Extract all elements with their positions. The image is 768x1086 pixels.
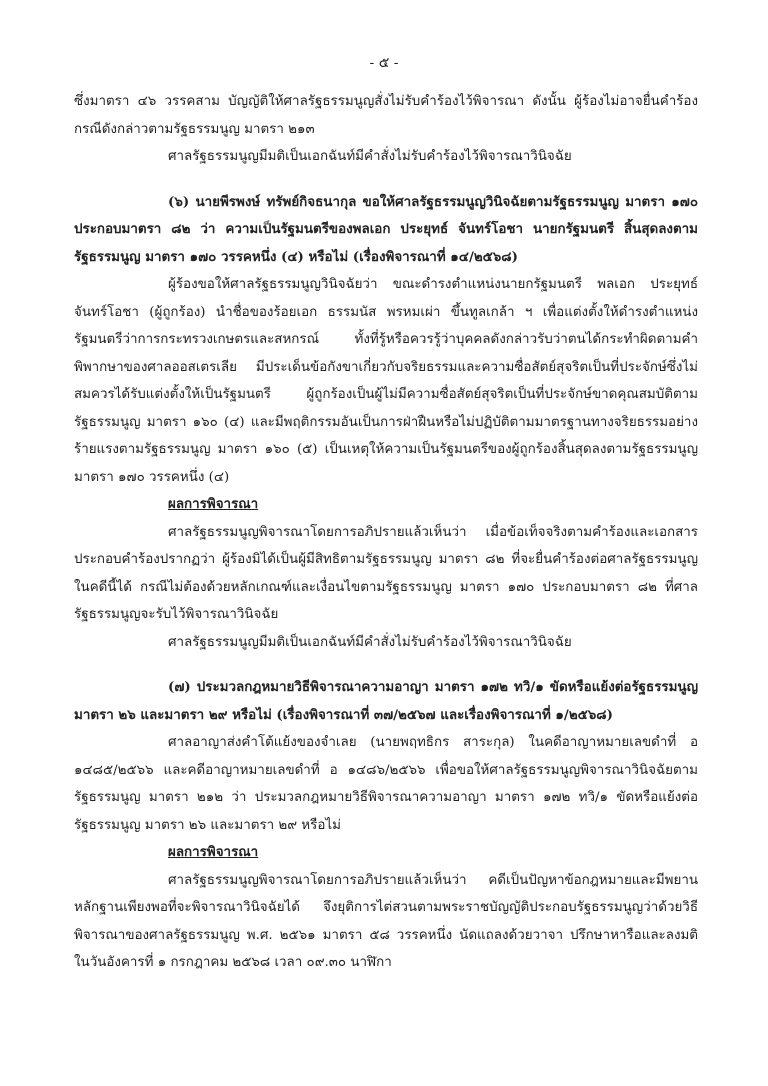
page-number: - ๕ - bbox=[369, 55, 399, 71]
section-6-title: (๖) นายพีรพงษ์ ทรัพย์กิจธนากุล ขอให้ศาลรัฐธรรมนูญวินิจฉัยตามรัฐธรรมนูญ มาตรา ๑๗๐ ประกอบมาตรา ๘๒ ว่า ความเป็นรัฐมนตรีของพลเอก ประยุทธ์ จันทร์โอชา นายกรัฐมนตรี สิ้นสุดลงตามรัฐธรรมนูญ มาตรา ๑๗๐ วรรคหนึ่ง (๔) หรือไม่ (เรื่องพิจารณาที่ ๑๔/๒๕๖๘) bbox=[74, 193, 698, 265]
section-6-result: ศาลรัฐธรรมนูญพิจารณาโดยการอภิปรายแล้วเห็นว่า เมื่อข้อเท็จจริงตามคำร้องและเอกสารประกอบคำร้องปรากฏว่า ผู้ร้องมิได้เป็นผู้มีสิทธิตามรัฐธรรมนูญ มาตรา ๘๒ ที่จะยื่นคำร้องต่อศาลรัฐธรรมนูญในคดีนี้ได้ กรณีไม่ต้องด้วยหลักเกณฑ์และเงื่อนไขตามรัฐธรรมนูญ มาตรา ๑๗๐ ประกอบมาตรา ๘๒ ที่ศาลรัฐธรรมนูญจะรับไว้พิจารณาวินิจฉัย bbox=[74, 524, 698, 622]
section-7-result: ศาลรัฐธรรมนูญพิจารณาโดยการอภิปรายแล้วเห็นว่า คดีเป็นปัญหาข้อกฎหมายและมีพยานหลักฐานเพียงพอที่จะพิจารณาวินิจฉัยได้ จึงยุติการไต่สวนตามพระราชบัญญัติประกอบรัฐธรรมนูญว่าด้วยวิธีพิจารณาของศาลรัฐธรรมนูญ พ.ศ. ๒๕๖๑ มาตรา ๕๘ วรรคหนึ่ง นัดแถลงด้วยวาจา ปรึกษาหารือและลงมติ ในวันอังคารที่ ๑ กรกฎาคม ๒๕๖๘ เวลา ๐๙.๓๐ นาฬิกา bbox=[74, 872, 698, 970]
section-6-body: ผู้ร้องขอให้ศาลรัฐธรรมนูญวินิจฉัยว่า ขณะดำรงตำแหน่งนายกรัฐมนตรี พลเอก ประยุทธ์ จันทร์โอชา (ผู้ถูกร้อง) นำชื่อของร้อยเอก ธรรมนัส พรหมเผ่า ขึ้นทูลเกล้า ฯ เพื่อแต่งตั้งให้ดำรงตำแหน่งรัฐมนตรีว่าการกระทรวงเกษตรและสหกรณ์ ทั้งที่รู้หรือควรรู้ว่าบุคคลดังกล่าวรับว่าตนได้กระทำผิดตามคำพิพากษาของศาลออสเตรเลีย มีประเด็นข้อกังขาเกี่ยวกับจริยธรรมและความซื่อสัตย์สุจริตเป็นที่ประจักษ์ซึ่งไม่สมควรได้รับแต่งตั้งให้เป็นรัฐมนตรี ผู้ถูกร้องเป็นผู้ไม่มีความซื่อสัตย์สุจริตเป็นที่ประจักษ์ขาดคุณสมบัติตามรัฐธรรมนูญ มาตรา ๑๖๐ (๔) และมีพฤติกรรมอันเป็นการฝ่าฝืนหรือไม่ปฏิบัติตามมาตรฐานทางจริยธรรมอย่างร้ายแรงตามรัฐธรรมนูญ มาตรา ๑๖๐ (๕) เป็นเหตุให้ความเป็นรัฐมนตรีของผู้ถูกร้องสิ้นสุดลงตามรัฐธรรมนูญ มาตรา ๑๗๐ วรรคหนึ่ง (๔) bbox=[74, 277, 698, 485]
paragraph-continuation: ซึ่งมาตรา ๔๖ วรรคสาม บัญญัติให้ศาลรัฐธรรมนูญสั่งไม่รับคำร้องไว้พิจารณา ดังนั้น ผู้ร้องไม่อาจยื่นคำร้องกรณีดังกล่าวตามรัฐธรรมนูญ มาตรา ๒๑๓ bbox=[74, 94, 698, 137]
section-7-result-heading: ผลการพิจารณา bbox=[168, 844, 259, 860]
section-7-body: ศาลอาญาส่งคำโต้แย้งของจำเลย (นายพฤทธิกร สาระกุล) ในคดีอาญาหมายเลขดำที่ อ ๑๔๘๕/๒๕๖๖ และคดีอาญาหมายเลขดำที่ อ ๑๔๘๖/๒๕๖๖ เพื่อขอให้ศาลรัฐธรรมนูญพิจารณาวินิจฉัยตามรัฐธรรมนูญ มาตรา ๒๑๒ ว่า ประมวลกฎหมายวิธีพิจารณาความอาญา มาตรา ๑๗๒ ทวิ/๑ ขัดหรือแย้งต่อรัฐธรรมนูญ มาตรา ๒๖ และมาตรา ๒๙ หรือไม่ bbox=[74, 735, 698, 833]
paragraph-resolution-5: ศาลรัฐธรรมนูญมีมติเป็นเอกฉันท์มีคำสั่งไม่รับคำร้องไว้พิจารณาวินิจฉัย bbox=[168, 149, 572, 164]
section-6-result-heading: ผลการพิจารณา bbox=[168, 496, 259, 512]
document-body bbox=[74, 88, 698, 977]
section-7-title: (๗) ประมวลกฎหมายวิธีพิจารณาความอาญา มาตรา ๑๗๒ ทวิ/๑ ขัดหรือแย้งต่อรัฐธรรมนูญ มาตรา ๒๖ และมาตรา ๒๙ หรือไม่ (เรื่องพิจารณาที่ ๓๗/๒๕๖๗ และเรื่องพิจารณาที่ ๑/๒๕๖๘) bbox=[74, 679, 698, 723]
section-6-resolution: ศาลรัฐธรรมนูญมีมติเป็นเอกฉันท์มีคำสั่งไม่รับคำร้องไว้พิจารณาวินิจฉัย bbox=[168, 634, 572, 650]
